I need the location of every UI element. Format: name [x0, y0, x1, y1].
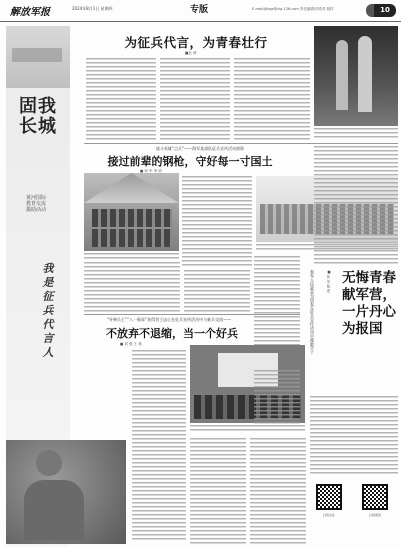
formation-caption: [84, 253, 179, 261]
page-header: [0, 0, 401, 22]
section-title: 专版: [190, 5, 209, 15]
story-two-headline: 接过前辈的钢枪，守好每一寸国土: [107, 155, 273, 168]
soldiers-formation-photo: [84, 173, 179, 251]
lead-byline: ■赵 洲: [185, 51, 197, 55]
right-text-lower: [310, 396, 398, 474]
right-story-byline: ■ 张 军 陈 建: [327, 270, 331, 293]
story-three-text-col-1: [132, 350, 186, 540]
lead-text-col-2: [160, 58, 230, 140]
divider: [84, 143, 398, 144]
soldier-portrait-photo: [6, 440, 126, 544]
lead-text-col-3: [234, 58, 310, 140]
monument-photo: [314, 26, 398, 126]
story-three-text-col-3: [250, 438, 306, 544]
story-three-kicker: “导弹兵王”“八一勋章”获得者王忠心在征兵宣传活动中与新兵交流——: [106, 317, 232, 322]
story-three-text-col-4: [254, 370, 300, 426]
qr-label: 扫码关注: [322, 513, 335, 517]
lead-text-col-1: [86, 58, 156, 140]
banner-subtitle: 黄河国际教育交流援助活动: [25, 195, 46, 213]
issue-date: 2024年8月1日 星期四: [72, 6, 113, 11]
story-two-text-col-3: [184, 270, 250, 312]
story-two-byline: ■ 何 军 李 明: [140, 169, 162, 173]
story-two-text-col-1: [182, 176, 252, 266]
right-story-kicker: 参军入伍就是为国家在征兵宣传活动中激励学子: [310, 270, 315, 354]
story-two-kicker: 战斗英雄“点兵”——海军某部队征兵宣传活动掠影: [155, 146, 245, 151]
story-three-byline: ■ 刘 强 王 林: [120, 342, 142, 346]
banner-top-photo: [6, 26, 70, 88]
story-three-headline: 不放弃不退缩，当一个好兵: [106, 327, 238, 340]
lead-headline: 为征兵代言，为青春壮行: [124, 35, 268, 50]
monument-caption: [314, 128, 398, 140]
divider: [84, 314, 300, 315]
story-three-text-col-2: [190, 438, 246, 544]
qr-label: 扫码阅读: [368, 513, 381, 517]
qr-code[interactable]: [316, 484, 342, 510]
story-two-text-col-2: [84, 262, 180, 312]
banner-calligraphy: 我是征兵代言人: [42, 262, 54, 359]
editor-info: E-mail:jfjbgz@vip.126.com 责任编辑/刘奇奇 版样: [252, 7, 334, 11]
qr-code[interactable]: [362, 484, 388, 510]
lecture-caption: [190, 425, 305, 433]
page-number: 10: [374, 4, 396, 17]
right-story-headline: 无悔青春献军营，一片丹心为报国: [342, 270, 396, 337]
banner-title: 固我长城: [19, 96, 57, 137]
masthead: 解放军报: [10, 7, 50, 18]
right-text-upper: [314, 146, 398, 264]
